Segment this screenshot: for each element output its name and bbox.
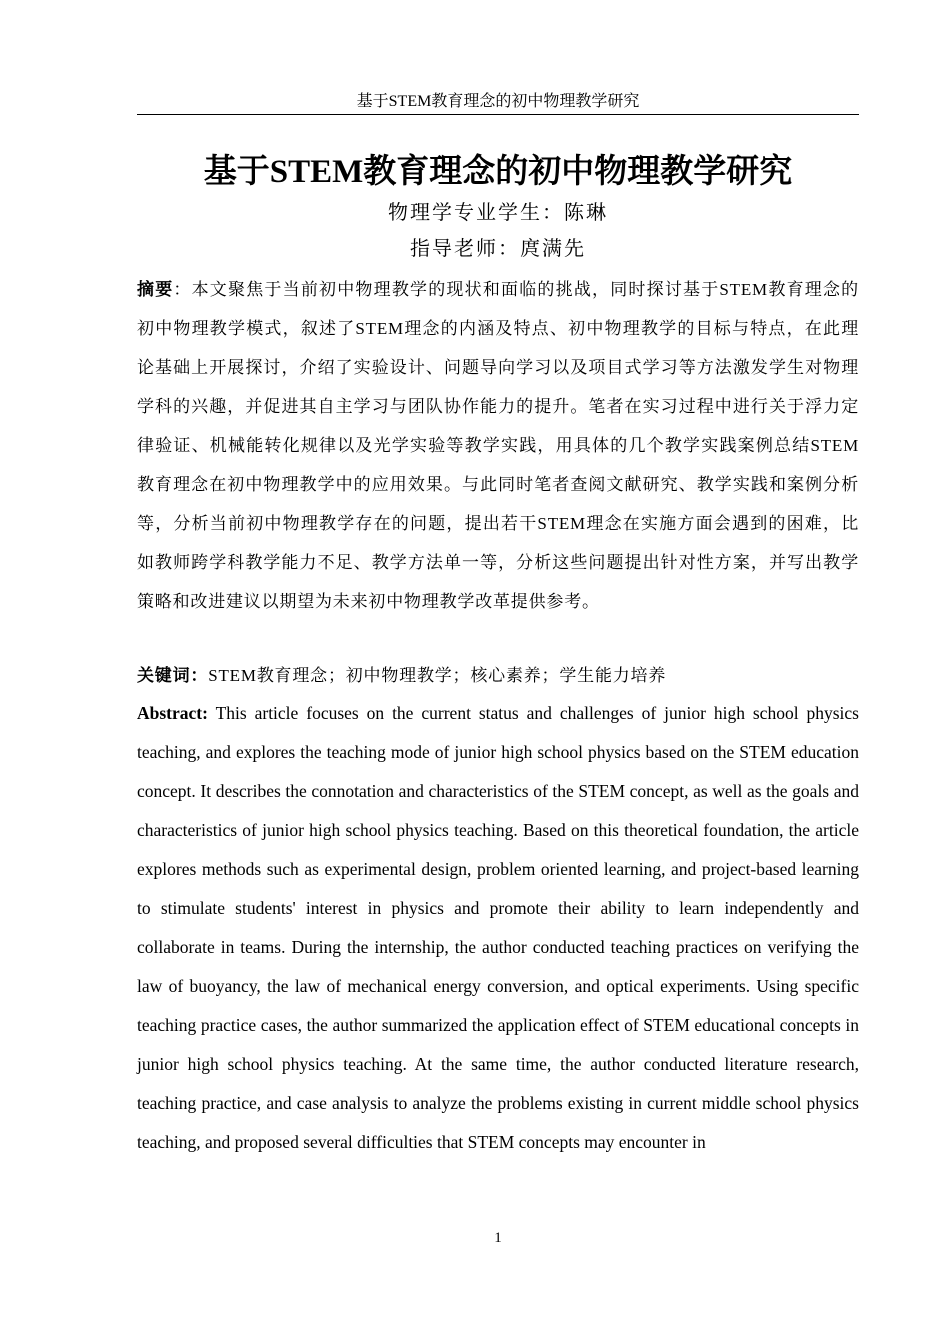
advisor-line: 指导老师：庹满先: [410, 238, 586, 260]
english-abstract-label: Abstract:: [137, 703, 208, 723]
chinese-abstract: [137, 270, 859, 621]
author-line: 物理学专业学生：陈琳: [388, 202, 608, 224]
header-rule: [137, 114, 859, 115]
chinese-abstract-text: 本文聚焦于当前初中物理教学的现状和面临的挑战，同时探讨基于STEM教育理念的初中物理教学模式，叙述了STEM理念的内涵及特点、初中物理教学的目标与特点，在此理论基础上开展探讨，介绍了实验设计、问题导向学习以及项目式学习等方法激发学生对物理学科的兴趣，并促进其自主学习与团队协作能力的提升。笔者在实习过程中进行关于浮力定律验证、机械能转化规律以及光学实验等教学实践，用具体的几个教学实践案例总结STEM教育理念在初中物理教学中的应用效果。与此同时笔者查阅文献研究、教学实践和案例分析等，分析当前初中物理教学存在的问题，提出若干STEM理念在实施方面会遇到的困难，比如教师跨学科教学能力不足、教学方法单一等，分析这些问题提出针对性方案，并写出教学策略和改进建议以期望为未来初中物理教学改革提供参考。: [137, 280, 859, 611]
chinese-abstract-label: 摘要: [137, 280, 174, 299]
keywords: [137, 658, 859, 694]
english-abstract: [137, 694, 859, 1162]
chinese-abstract-separator: ：: [173, 280, 192, 299]
keywords-text: STEM教育理念；初中物理教学；核心素养；学生能力培养: [208, 666, 667, 685]
keywords-label: 关键词：: [137, 666, 209, 685]
paper-page: [137, 0, 859, 1344]
paper-title: 基于STEM教育理念的初中物理教学研究: [203, 154, 793, 190]
english-abstract-text: This article focuses on the current status and challenges of junior high school physics teaching, and explores the teaching mode of junior high school physics based on the STEM education concept. It describes the connotation and characteristics of the STEM concept, as well as the goals and characteristics of junior high school physics teaching. Based on this theoretical foundation, the article explores methods such as experimental design, problem oriented learning, and project-based learning to stimulate students' interest in physics and promote their ability to learn independently and collaborate in teams. During the internship, the author conducted teaching practices on verifying the law of buoyancy, the law of mechanical energy conversion, and optical experiments. Using specific teaching practice cases, the author summarized the application effect of STEM educational concepts in junior high school physics teaching. At the same time, the author conducted literature research, teaching practice, and case analysis to analyze the problems existing in current middle school physics teaching, and proposed several difficulties that STEM concepts may encounter in: [137, 703, 859, 1152]
page-number: 1: [494, 1230, 502, 1246]
running-header: 基于STEM教育理念的初中物理教学研究: [356, 93, 640, 110]
